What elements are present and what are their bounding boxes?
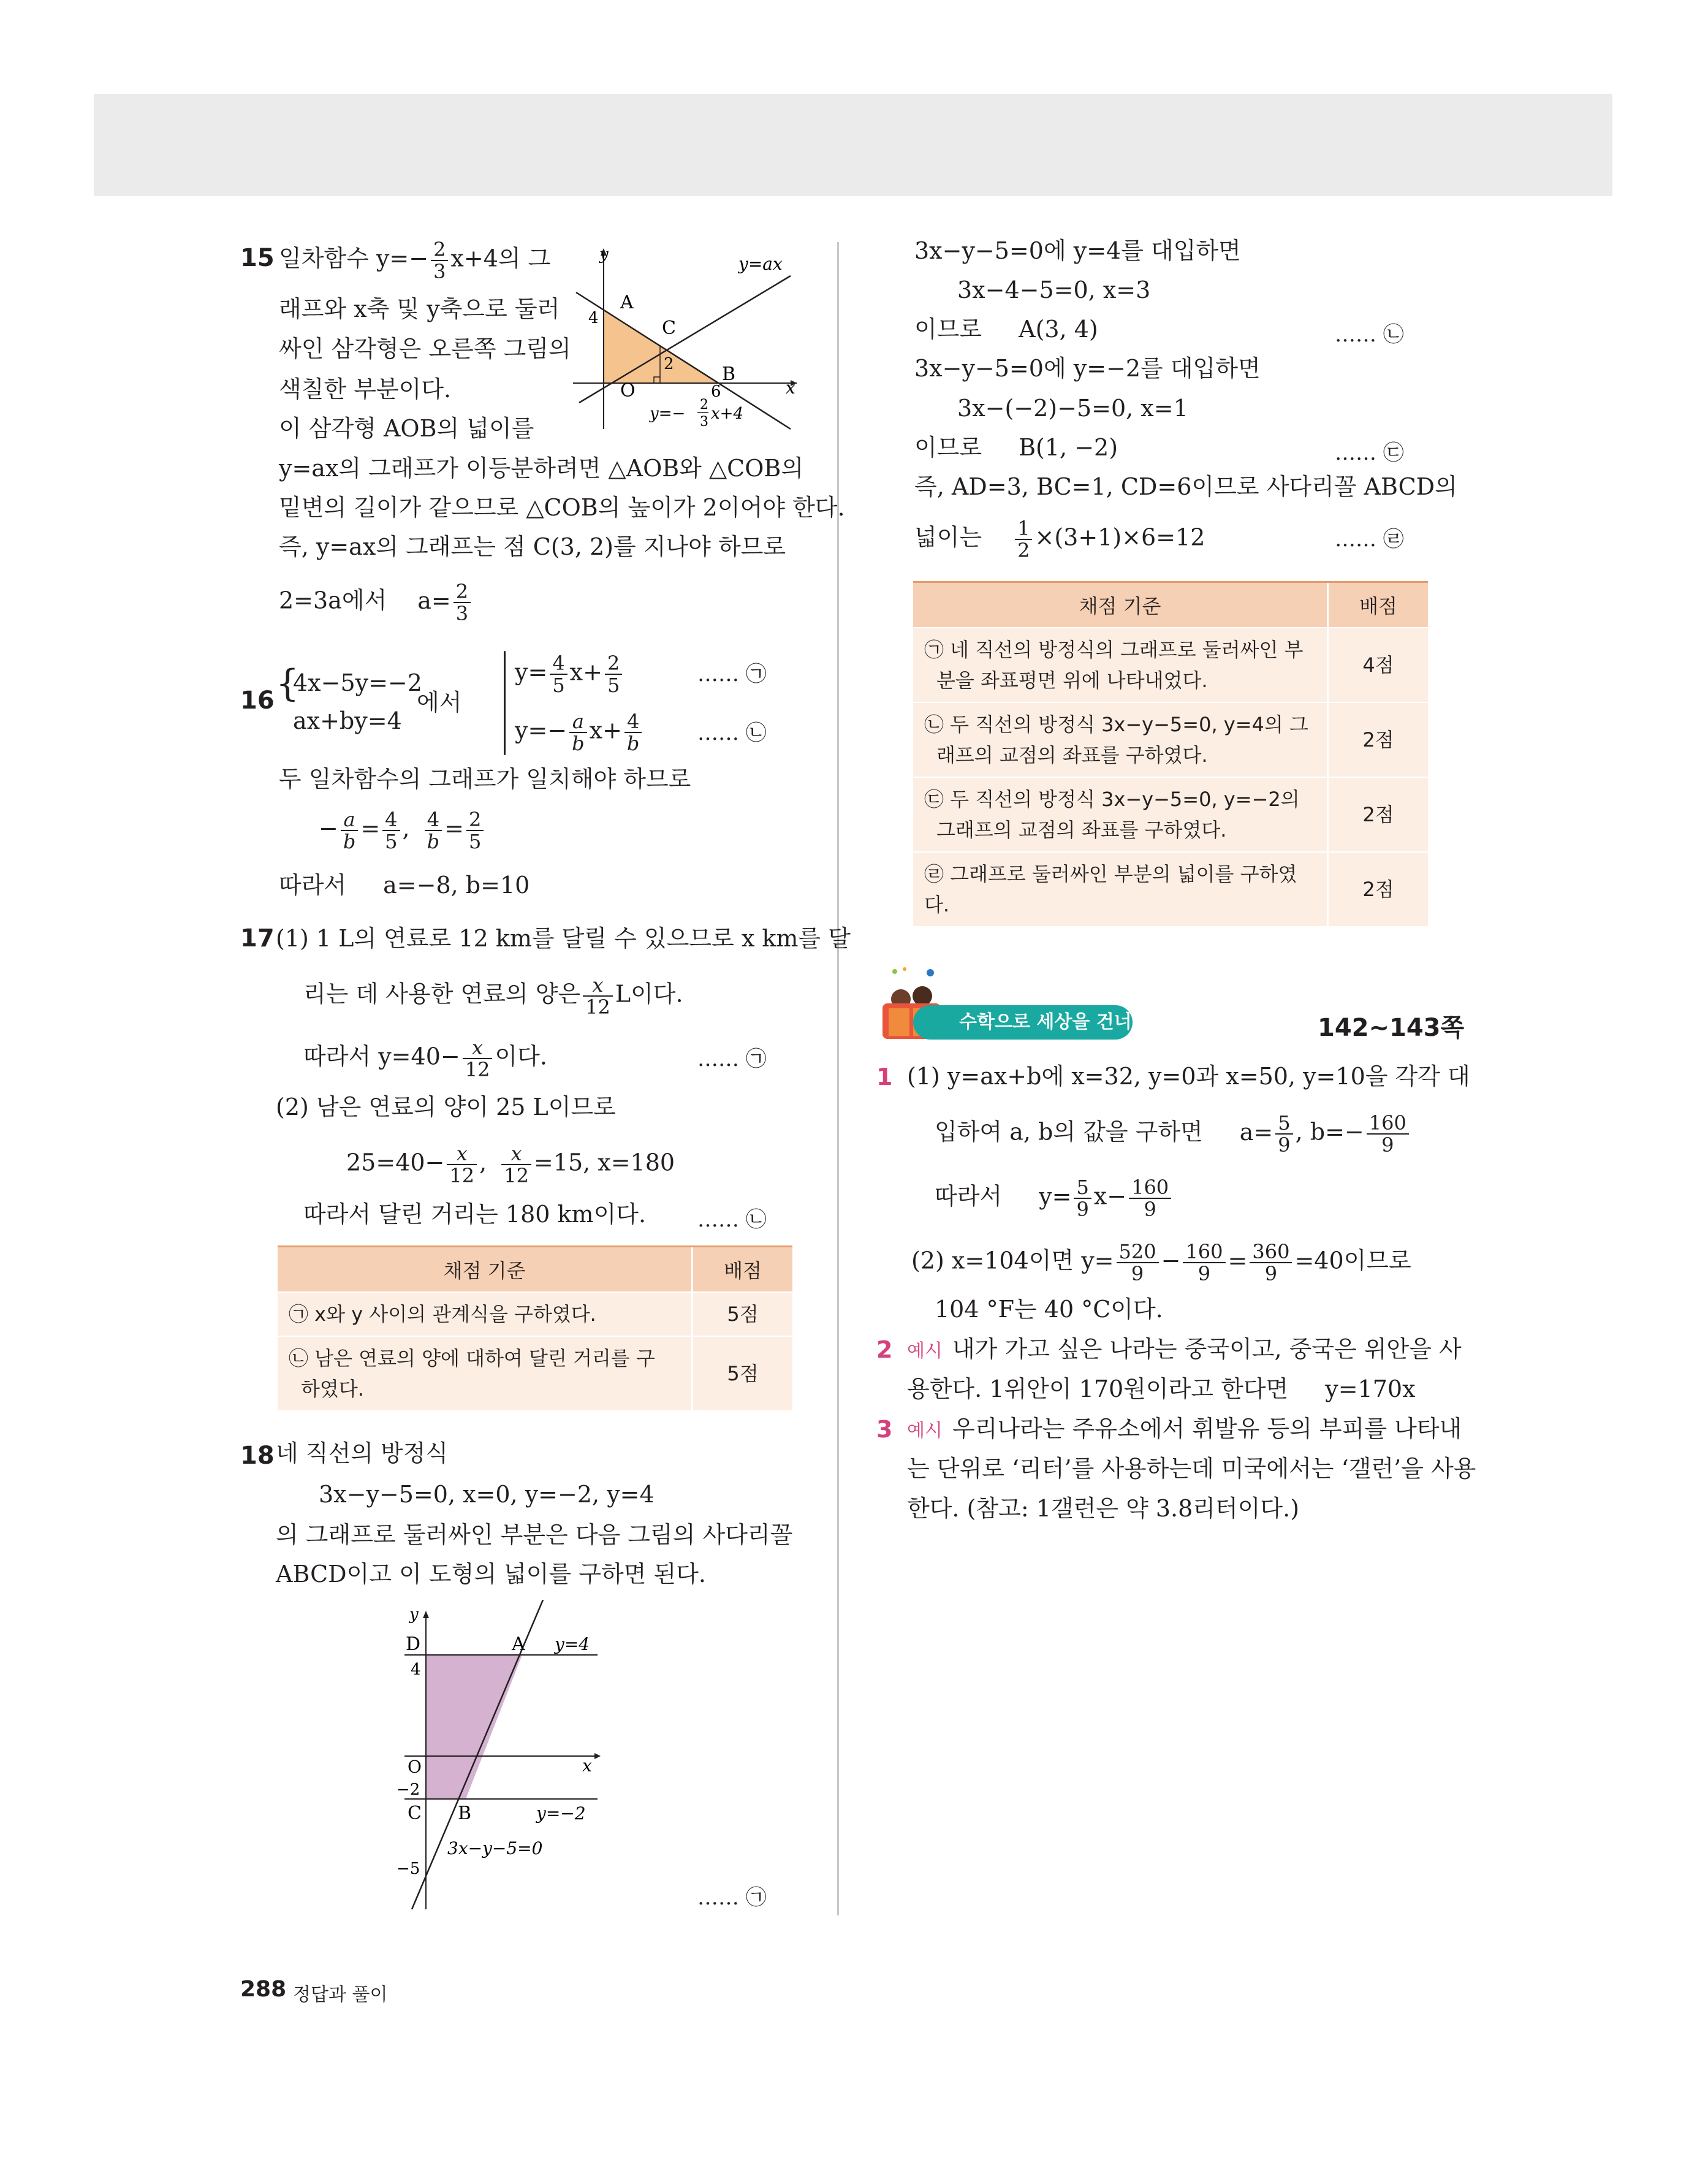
q17-line3: 따라서 y=40− $\frac{x}{12}$ 이다. [303,1036,547,1081]
point-b-label: B [458,1803,472,1824]
tick-4: 4 [588,309,599,327]
q15-line5: 이 삼각형 AOB의 넓이를 [279,415,534,442]
line-label-den: 3 [700,414,708,430]
right-line7: 즉, AD=3, BC=1, CD=6이므로 사다리꼴 ABCD의 [914,473,1457,500]
q15-line3: 싸인 삼각형은 오른쪽 그림의 [279,335,571,362]
right-line1: 3x−y−5=0에 y=4를 대입하면 [914,237,1241,264]
table-header-points: 배점 [1328,582,1429,628]
line-label-b: x+4 [711,405,743,423]
q18-line3: 의 그래프로 둘러싸인 부분은 다음 그림의 사다리꼴 [276,1521,793,1548]
points-cell: 2점 [1328,702,1429,777]
table-row [913,852,1428,926]
criteria-cell: ㉡ 남은 연료의 양에 대하여 달린 거리를 구 하였다. [278,1336,693,1410]
q15-line9: 2=3a에서 a= $\frac{2}{3}$ [279,581,473,624]
right-line4: 3x−y−5=0에 y=−2를 대입하면 [914,355,1261,382]
c1-line4: (2) x=104이면 y= $\frac{520}{9}$ − $\frac{160}{9}$ = $\frac{360}{9}$ =40이므로 [911,1240,1411,1285]
table-row [278,1292,792,1336]
c1-line1: (1) y=ax+b에 x=32, y=0과 x=50, y=10을 각각 대 [907,1063,1470,1090]
marker-b: …… ㉡ [697,721,767,745]
table-header-row [913,582,1428,628]
q16-system-2: ax+by=4 [293,707,402,734]
c2-line1: 예시 내가 가고 싶은 나라는 중국이고, 중국은 위안을 사 [907,1336,1462,1363]
q16-system-1: 4x−5y=−2 [293,669,422,696]
q17-line1: (1) 1 L의 연료로 12 km를 달릴 수 있으므로 x km를 달 [276,925,851,952]
height-2: 2 [664,355,674,373]
question-number: 15 [240,244,275,272]
table-row [913,702,1428,777]
c3-line3: 한다. (참고: 1갤런은 약 3.8리터이다.) [907,1495,1300,1522]
table-header-criteria: 채점 기준 [278,1247,693,1293]
right-line3: 이므로 A(3, 4) [914,316,1098,343]
section-badge: 수학으로 세상을 건너다 [913,1005,1133,1040]
right-brace [504,651,506,755]
line-label-3x: 3x−y−5=0 [447,1838,543,1858]
point-c-label: C [408,1803,422,1824]
page-number: 288 [240,1977,287,2002]
right-line5: 3x−(−2)−5=0, x=1 [957,395,1188,422]
line-label-yneg2: y=−2 [536,1803,586,1823]
table-header-row [278,1247,792,1293]
q17-line2: 리는 데 사용한 연료의 양은 $\frac{x}{12}$ L이다. [303,973,683,1019]
line-label-yax: y=ax [738,254,783,274]
marker-c: …… ㉢ [1335,441,1404,465]
marker-a: …… ㉠ [697,1885,767,1910]
q16-line4: 따라서 a=−8, b=10 [279,872,530,899]
point-a-label: A [512,1633,525,1655]
line-label-a: y=− [650,405,686,423]
point-d-label: D [406,1633,421,1655]
tick-4: 4 [411,1660,421,1679]
c1-line3: 따라서 y= $\frac{5}{9}$ x− $\frac{160}{9}$ [935,1177,1174,1220]
x-label: x [582,1755,592,1776]
marker-b: …… ㉡ [1335,322,1404,347]
left-brace: { [276,662,300,705]
x-label: x [786,378,795,398]
q16-line3: − $\frac{a}{b}$ = $\frac{4}{5}$ , $\frac{4}{b}$ = $\frac{2}{5}$ [319,809,486,852]
points-cell: 2점 [1328,777,1429,852]
q16-eq-2: y=− $\frac{a}{b}$ x+ $\frac{4}{b}$ [515,711,644,754]
q16-line2: 두 일차함수의 그래프가 일치해야 하므로 [279,766,691,793]
q16-eq-1: y= $\frac{4}{5}$ x+ $\frac{2}{5}$ [515,653,624,696]
q15-graph [564,242,809,438]
points-cell: 5점 [693,1292,793,1336]
question-number: 18 [240,1442,275,1470]
q15-line4: 색칠한 부분이다. [279,376,452,403]
problem-number: 1 [876,1063,893,1090]
q15-line7: 밑변의 길이가 같으므로 △COB의 높이가 2이어야 한다. [279,494,845,521]
origin-label: O [408,1757,422,1777]
points-cell: 5점 [693,1336,793,1410]
q15-line1: 일차함수 y=− $\frac{2}{3}$ x+4의 그 [279,238,551,283]
criteria-cell: ㉠ 네 직선의 방정식의 그래프로 둘러싸인 부 분을 좌표평면 위에 나타내었다. [913,628,1328,702]
problem-number: 3 [876,1416,893,1443]
c1-line2: 입하여 a, b의 값을 구하면 a= $\frac{5}{9}$ , b=− $\frac{160}{9}$ [935,1112,1411,1155]
criteria-cell: ㉠ x와 y 사이의 관계식을 구하였다. [278,1292,693,1336]
tick-neg2: −2 [397,1781,420,1799]
tick-neg5: −5 [397,1860,420,1878]
table-header-criteria: 채점 기준 [913,582,1328,628]
table-row [278,1336,792,1410]
q18-line1: 네 직선의 방정식 [276,1440,449,1467]
y-axis-arrow [423,1611,429,1618]
points-cell: 4점 [1328,628,1429,702]
question-number: 16 [240,686,275,715]
table-row [913,628,1428,702]
right-line6: 이므로 B(1, −2) [914,434,1118,461]
y-label: y [409,1605,419,1624]
right-line2: 3x−4−5=0, x=3 [957,276,1151,303]
marker-a: …… ㉠ [697,1047,767,1071]
point-c-label: C [662,318,676,339]
page-range: 142~143쪽 [1318,1014,1465,1042]
q15-line2: 래프와 x축 및 y축으로 둘러 [279,295,560,322]
question-number: 17 [240,924,275,953]
q18-line2: 3x−y−5=0, x=0, y=−2, y=4 [319,1481,655,1508]
page-label: 정답과 풀이 [293,1984,388,2006]
q16-eseo: 에서 [417,689,462,716]
tick-6: 6 [711,382,721,401]
q18-line4: ABCD이고 이 도형의 넓이를 구하면 된다. [276,1561,707,1588]
marker-b: …… ㉡ [697,1207,767,1232]
q15-line6: y=ax의 그래프가 이등분하려면 △AOB와 △COB의 [279,455,804,482]
x-axis-arrow [594,1753,601,1759]
criteria-cell: ㉣ 그래프로 둘러싸인 부분의 넓이를 구하였다. [913,852,1328,926]
trapezoid-abcd-shading [426,1655,522,1799]
q17-line4: (2) 남은 연료의 양이 25 L이므로 [276,1093,616,1120]
c2-line2: 용한다. 1위안이 170원이라고 한다면 y=170x [907,1375,1416,1402]
line-label-y4: y=4 [555,1634,590,1654]
q15-line8: 즉, y=ax의 그래프는 점 C(3, 2)를 지나야 하므로 [279,533,786,560]
scoring-table [278,1245,792,1410]
marker-d: …… ㉣ [1335,527,1404,552]
problem-number: 2 [876,1336,893,1363]
table-row [913,777,1428,852]
example-tag: 예시 [907,1340,943,1362]
criteria-cell: ㉢ 두 직선의 방정식 3x−y−5=0, y=−2의 그래프의 교점의 좌표를 구하였다. [913,777,1328,852]
q17-line5: 25=40− $\frac{x}{12}$ , $\frac{x}{12}$ =15, x=180 [346,1142,675,1187]
point-a-label: A [620,292,634,313]
c3-line1: 예시 우리나라는 주유소에서 휘발유 등의 부피를 나타내 [907,1415,1462,1442]
point-b-label: B [722,363,736,385]
q18-graph [380,1600,625,1919]
marker-a: …… ㉠ [697,662,767,686]
header-band [94,94,1612,196]
criteria-cell: ㉡ 두 직선의 방정식 3x−y−5=0, y=4의 그 래프의 교점의 좌표를 구하였다. [913,702,1328,777]
example-tag: 예시 [907,1420,943,1442]
y-label: y [599,245,609,264]
c1-line5: 104 °F는 40 °C이다. [935,1296,1163,1323]
c3-line2: 는 단위로 ‘리터’를 사용하는데 미국에서는 ‘갤런’을 사용 [907,1455,1476,1482]
points-cell: 2점 [1328,852,1429,926]
origin-label: O [620,380,636,401]
table-header-points: 배점 [693,1247,793,1293]
scoring-table [913,581,1428,926]
line-label-num: 2 [700,397,708,413]
right-line8: 넓이는 $\frac{1}{2}$ ×(3+1)×6=12 [914,517,1205,562]
q17-line6: 따라서 달린 거리는 180 km이다. [303,1201,647,1228]
